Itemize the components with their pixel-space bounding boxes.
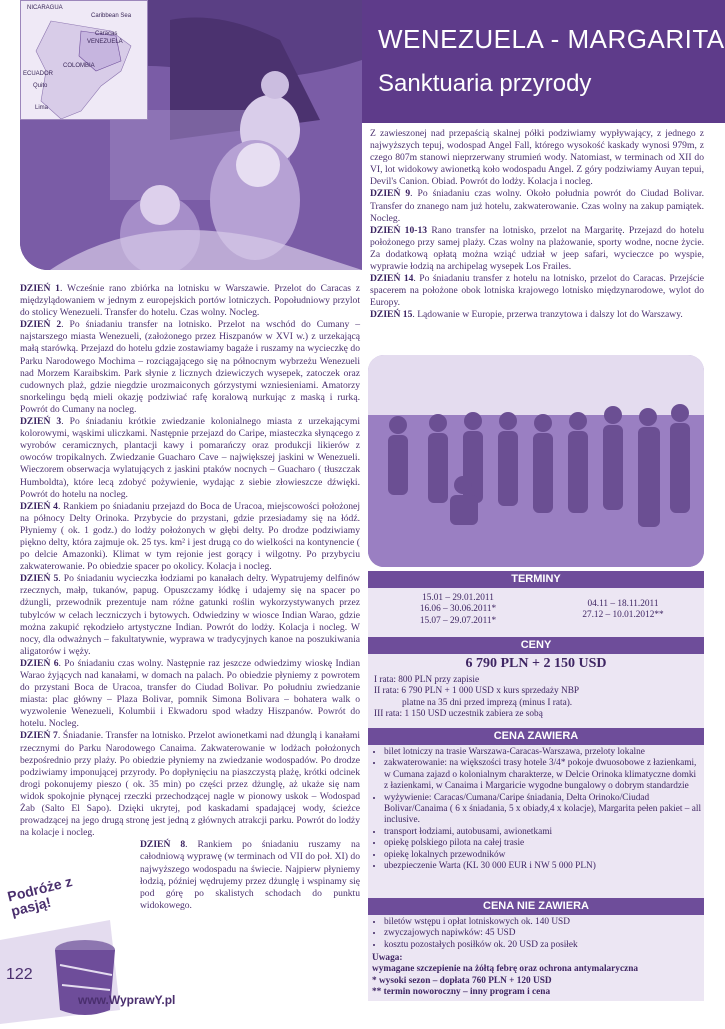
- term-date: 15.01 – 29.01.2011: [422, 593, 494, 603]
- term-date: 27.12 – 10.01.2012**: [582, 610, 664, 621]
- itinerary-day: DZIEŃ 2. Po śniadaniu transfer na lotnisko. Przelot na wschód do Cumany – najstarszego miasta Wenezueli, (założonego przez Hiszpanów w XVI w.) z urzekającą małą starówką. Przejazd do hotelu gdzie zostawiamy bagaże i ruszamy na wycieczkę do Parku Narodowego Mochima – rozciągającego się na północnym wybrzeżu Wenezueli nad Morzem Karaibskim. Park słynie z licznych dziewiczych wysepek, zatoczek oraz cudownych plaż, gdzie niegdzie urozmaiconych górzystymi wzniesieniami. Amatorzy snorkelingu będą mieli okazję podziwiać rafę koralową nurkując z maską i rurką. Powrót do Cumany na nocleg.: [20, 319, 360, 415]
- itinerary-day: DZIEŃ 8. Rankiem po śniadaniu ruszamy na całodniową wyprawę (w terminach od VII do poł. XI) do najwyższego wodospadu na świecie. Najpierw płyniemy łodzią, później wędrujemy przez dżunglę i wspinamy się pod górę po skalistych schodach do punktu widokowego.: [140, 839, 360, 911]
- page-header: [362, 0, 725, 123]
- website-link[interactable]: www.WyprawY.pl: [78, 993, 176, 1007]
- nie-zawiera-heading: CENA NIE ZAWIERA: [368, 898, 704, 915]
- term-date: 15.07 – 29.07.2011*: [419, 615, 497, 626]
- itinerary-day: DZIEŃ 1. Wcześnie rano zbiórka na lotnisku w Warszawie. Przelot do Caracas z międzylądowaniem w jednym z europejskich portów lotniczych. Popołudniowy przylot do stolicy Wenezueli. Transfer do hotelu. Czas wolny. Nocleg.: [20, 283, 360, 319]
- zawiera-list: [372, 747, 702, 872]
- itinerary-day: DZIEŃ 15. Lądowanie w Europie, przerwa tranzytowa i dalszy lot do Warszawy.: [370, 309, 683, 321]
- list-item: • opiekę polskiego pilota na całej trasie: [384, 838, 702, 849]
- list-item: • zakwaterowanie: na większości trasy hotele 3/4* pokoje dwuosobowe z łazienkami, w Cumana zajazd o kolonialnym charakterze, w Delcie Orinoka klimatyczne domki z łazienkami, w Canaima i Margaricie wygodne bungalowy o dobrym standardzie: [384, 758, 702, 792]
- terminy-dates-right: [548, 599, 698, 622]
- list-item: • kosztu pozostałych posiłków ok. 20 USD za posiłek: [384, 940, 702, 951]
- terminy-heading: TERMINY: [368, 571, 704, 588]
- itinerary-day: DZIEŃ 3. Po śniadaniu krótkie zwiedzanie kolonialnego miasta z urzekającymi kolorowymi, wąskimi uliczkami. Następnie przejazd do Caripe, miasteczka słynącego z wyrobów ceramicznych, plantacji kawy i pomarańczy oraz produkcji likierów z owoców tropikalnych. Zwiedzanie Guacharo Cave – największej jaskini w Wenezueli. Wieczorem obserwacja wylatujących z jaskini ptaków nocnych – Guacharo ( tłuszczak Humboldta), które lecą zdobyć pożywienie, wydając z siebie złowieszcze dźwięki. Powrót do hotelu na nocleg.: [20, 416, 360, 500]
- slogan: Podróże z pasją!: [5, 873, 74, 920]
- ceny-heading: CENY: [368, 637, 704, 654]
- page-subtitle: Sanktuaria przyrody: [378, 70, 592, 97]
- uwaga-line: * wysoki sezon – dopłata 760 PLN + 120 USD: [372, 975, 552, 986]
- rate-line: II rata: 6 790 PLN + 1 000 USD x kurs sprzedaży NBP: [374, 686, 580, 697]
- itinerary-day: DZIEŃ 6. Po śniadaniu czas wolny. Następnie raz jeszcze odwiedzimy wioskę Indian Warao żyjących nad kanałami, w domach na palach. Po obiedzie płyniemy z powrotem do przystani Boca de Uracoa, transfer do Ciudad Bolivar. Po południu zwiedzanie miasta: plac główny – Plaza Bolivar, pomnik Simona Bolivara – bohatera walk o wyzwolenie Wenezueli, Kolumbii i Ekwadoru spod władzy Hiszpanów. Powrót do hotelu. Nocleg.: [20, 657, 360, 730]
- info-box: [368, 571, 704, 1001]
- list-item: • transport łodziami, autobusami, awionetkami: [384, 827, 702, 838]
- term-date: 04.11 – 18.11.2011: [587, 599, 659, 609]
- uwaga-notes: [372, 953, 700, 999]
- map-label: Lima: [35, 105, 49, 111]
- uwaga-line: ** termin noworoczny – inny program i cena: [372, 987, 551, 998]
- list-item: • ubezpieczenie Warta (KL 30 000 EUR i NW 5 000 PLN): [384, 861, 702, 872]
- list-item: • bilet lotniczy na trasie Warszawa-Caracas-Warszawa, przeloty lokalne: [384, 747, 702, 758]
- itinerary-left-column: [20, 283, 360, 912]
- map-label: Caracas: [95, 31, 118, 37]
- map-label: VENEZUELA: [87, 39, 123, 45]
- rate-line: platne na 35 dni przed imprezą (minus I rata).: [402, 697, 573, 708]
- map-inset: [20, 0, 148, 120]
- list-item: • wyżywienie: Caracas/Cumana/Caripe śniadania, Delta Orinoko/Ciudad Bolivar/Canaima ( 6 x śniadania, 5 x obiady,4 x kolacje), Margarita pełen pakiet – all inclusive.: [384, 793, 702, 827]
- itinerary-day: DZIEŃ 7. Śniadanie. Transfer na lotnisko. Przelot awionetkami nad dżunglą i kanałami rzecznymi do Parku Narodowego Canaima. Zakwaterowanie w lodżach położonych bezpośrednio przy plaży. Po obiedzie płyniemy na zwiedzanie wodospadów. Po drodze podziwiamy imponującej przyrody. Po dopłynięciu na piaszczystą plażę, krótki odcinek drogi pokonujemy pieszo ( ok. 35 min) po części przez dżunglę, aż ukaże się nam widok spokojnie płynącej rzeczki przechodzącej nagle w pionowy uskok – Wodospad Żab (Salto El Sapo). Dzięki ukrytej, pod kaskadami spadającej wody, ścieżce prowadzącej na jego drugą stronę jest jedną z głównych atrakcji parku. Powrót do lodży na kolacje i nocleg.: [20, 730, 360, 839]
- itinerary-right-column: [370, 128, 704, 322]
- itinerary-day: Z zawieszonej nad przepaścią skalnej półki podziwiamy wypływający, z jednego z najwyższych tepuj, wodospad Angel Fall, którego wysokość kaskady wynosi 979m, z czego 807m stanowi nieprzerwany strumień wody. Natomiast, w terminach od XII do VI, lot widokowy awionetką koło wodospadu Angel. Z góry podziwiamy Auyan tepui, Devil's Canion. Obiad. Powrót do lodży. Kolacja i nocleg.: [370, 128, 704, 188]
- price: 6 790 PLN + 2 150 USD: [465, 656, 607, 671]
- group-illustration: [368, 355, 704, 567]
- itinerary-day: DZIEŃ 14. Po śniadaniu transfer z hotelu na lotnisko, przelot do Caracas. Przejście spacerem na położone obok lotniska krajowego lotnisko międzynarodowe, wylot do Europy.: [370, 273, 704, 309]
- payment-rates: [374, 675, 700, 721]
- list-item: • zwyczajowych napiwków: 45 USD: [384, 928, 702, 939]
- rate-line: III rata: 1 150 USD uczestnik zabiera ze sobą: [374, 709, 543, 720]
- map-label: NICARAGUA: [27, 5, 63, 11]
- itinerary-day: DZIEŃ 10-13 Rano transfer na lotnisko, przelot na Margaritę. Przejazd do hotelu położonego przy samej plaży. Czas wolny na plażowanie, sporty wodne, nocne życie. Za dodatkową opłatą można wziąć udział w jeep safari, wycieczce po wyspie, wyprawie łodzią na archipelag wysepek Los Frailes.: [370, 224, 704, 273]
- uwaga-label: Uwaga:: [372, 953, 403, 963]
- itinerary-day: DZIEŃ 5. Po śniadaniu wycieczka łodziami po kanałach delty. Wypatrujemy delfinów rzecznych, małp, tukanów, papug. Opuszczamy łódkę i udajemy się na spacer po dżungli, przewodnik prezentuje nam różne gatunki roślin wykorzystywanych przez tubylców w celach leczniczych i bytowych. Odwiedziny w wiosce Indian Warao, gdzie można zakupić rękodzieło artystyczne Indian. Powrót do lodży. Kolacja i nocleg. W nocy, dla odważnych – fakultatywnie, wyprawa w tradycyjnych kanoe na poszukiwania aligatorów i węży.: [20, 573, 360, 657]
- group-photo: [368, 355, 704, 567]
- uwaga-line: wymagane szczepienie na żółtą febrę oraz ochrona antymalaryczna: [372, 964, 639, 975]
- rate-line: I rata: 800 PLN przy zapisie: [374, 675, 480, 685]
- map-label: COLOMBIA: [63, 63, 95, 69]
- page-title: WENEZUELA - MARGARITA: [378, 24, 725, 54]
- map-label: Quito: [33, 83, 48, 89]
- map-label: Caribbean Sea: [91, 13, 132, 19]
- map-label: ECUADOR: [23, 71, 54, 77]
- zawiera-heading: CENA ZAWIERA: [368, 728, 704, 745]
- term-date: 16.06 – 30.06.2011*: [419, 604, 497, 615]
- list-item: • biletów wstępu i opłat lotniskowych ok. 140 USD: [384, 917, 702, 928]
- itinerary-day: DZIEŃ 9. Po śniadaniu czas wolny. Około południa powrót do Ciudad Bolivar. Transfer do znanego nam już hotelu, zakwaterowanie. Czas wolny na zakup pamiątek. Nocleg.: [370, 188, 704, 224]
- nie-zawiera-list: [372, 917, 702, 951]
- list-item: • opiekę lokalnych przewodników: [384, 850, 702, 861]
- terminy-dates-left: [388, 593, 528, 627]
- page-number: 122: [6, 966, 33, 983]
- itinerary-day: DZIEŃ 4. Rankiem po śniadaniu przejazd do Boca de Uracoa, miejscowości położonej na północy Delty Orinoka. Przybycie do przystani, gdzie przesiadamy się na łódź. Płyniemy ( ok. 1 godz.) do lodży położonych w głębi delty. Po drodze podziwiamy piękno delty, która zajmuje ok. 25 tys. km² i jest drugą co do wielkości na kontynencie ( po delcie Amazonki). Klimat w tym rejonie jest gorący i wilgotny. Po przybyciu zakwaterowanie. Po obiedzie spacer po okolicy. Kolacja i nocleg.: [20, 500, 360, 573]
